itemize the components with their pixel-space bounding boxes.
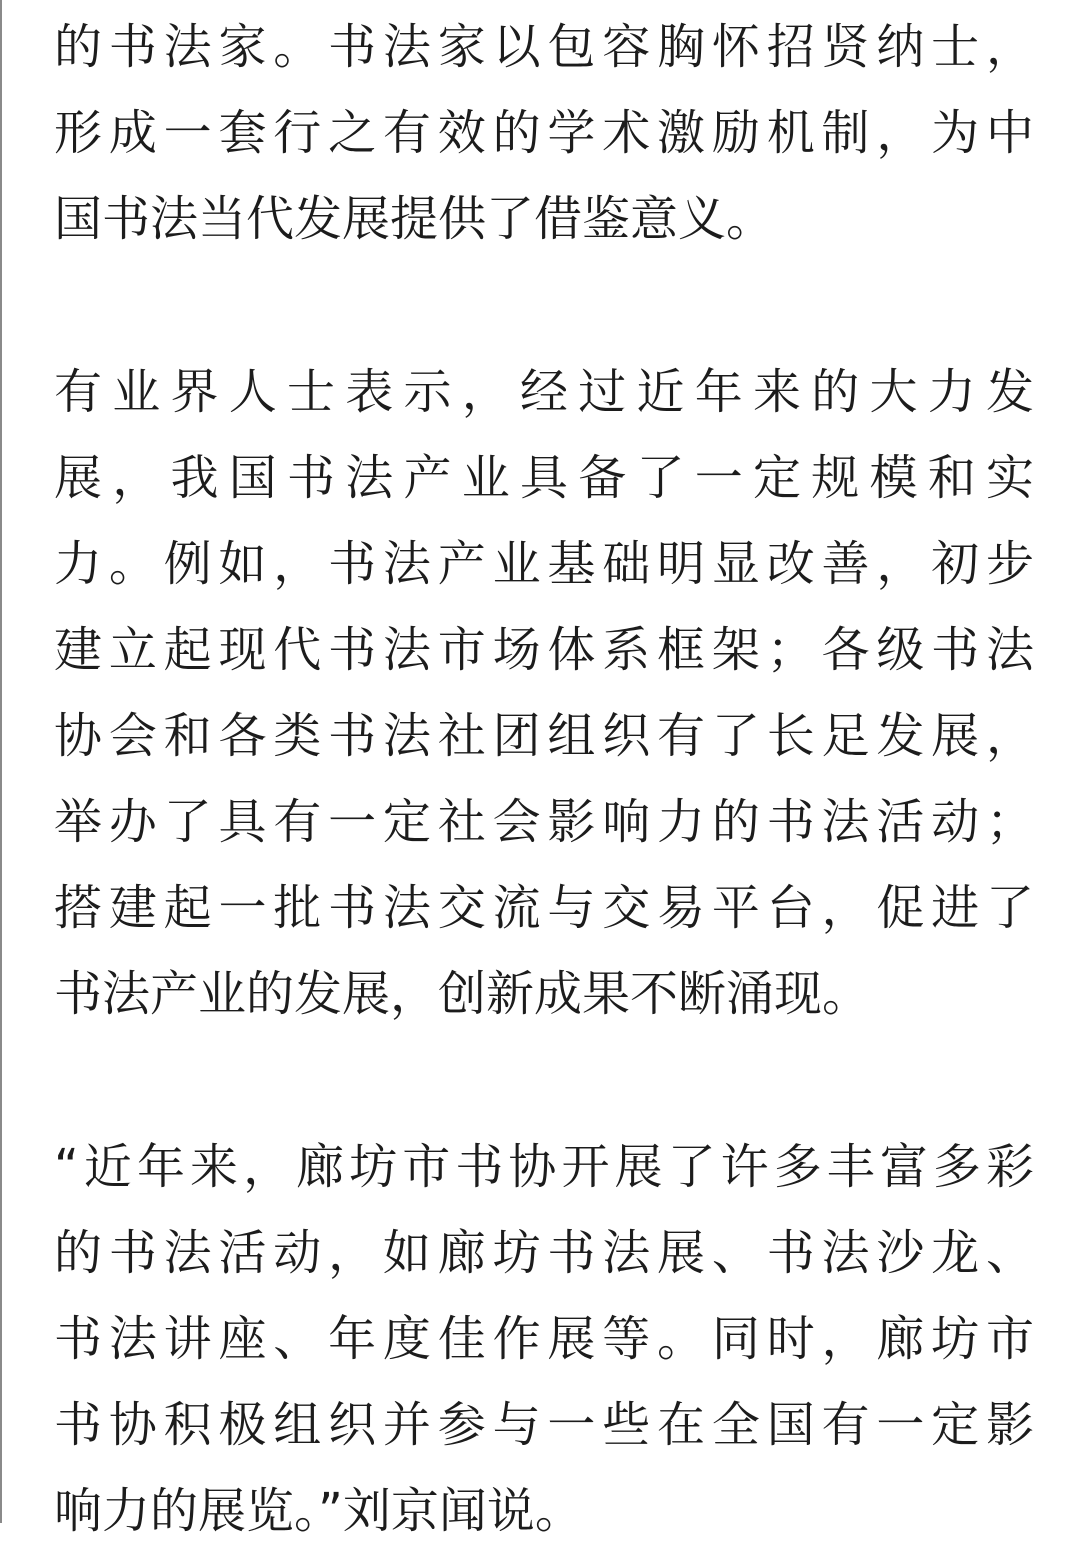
article-body (54, 4, 1034, 1554)
paragraph-gap (54, 1037, 1034, 1124)
text-line: 形成一套行之有效的学术激励机制，为中 (54, 105, 1034, 161)
paragraph-2 (54, 349, 1034, 1037)
left-edge-divider (0, 0, 2, 1523)
text-line: 书法讲座、年度佳作展等。同时，廊坊市 (54, 1311, 1034, 1367)
text-line: 举办了具有一定社会影响力的书法活动； (54, 794, 1034, 850)
paragraph-3 (54, 1124, 1034, 1554)
text-line: “近年来，廊坊市书协开展了许多丰富多彩 (54, 1139, 1034, 1195)
text-line: 搭建起一批书法交流与交易平台，促进了 (54, 880, 1034, 936)
text-line: 的书法活动，如廊坊书法展、书法沙龙、 (54, 1225, 1034, 1281)
text-line: 的书法家。书法家以包容胸怀招贤纳士， (54, 19, 1034, 75)
text-line: 响力的展览。”刘京闻说。 (54, 1483, 583, 1539)
text-line: 国书法当代发展提供了借鉴意义。 (54, 191, 775, 247)
paragraph-gap (54, 262, 1034, 349)
text-line: 建立起现代书法市场体系框架；各级书法 (54, 622, 1034, 678)
text-line: 协会和各类书法社团组织有了长足发展， (54, 708, 1034, 764)
text-line: 有业界人士表示，经过近年来的大力发 (54, 364, 1034, 420)
text-line: 展，我国书法产业具备了一定规模和实 (54, 450, 1034, 506)
paragraph-1 (54, 4, 1034, 262)
text-line: 力。例如，书法产业基础明显改善，初步 (54, 536, 1034, 592)
text-line: 书协积极组织并参与一些在全国有一定影 (54, 1397, 1034, 1453)
text-line: 书法产业的发展，创新成果不断涌现。 (54, 966, 871, 1022)
